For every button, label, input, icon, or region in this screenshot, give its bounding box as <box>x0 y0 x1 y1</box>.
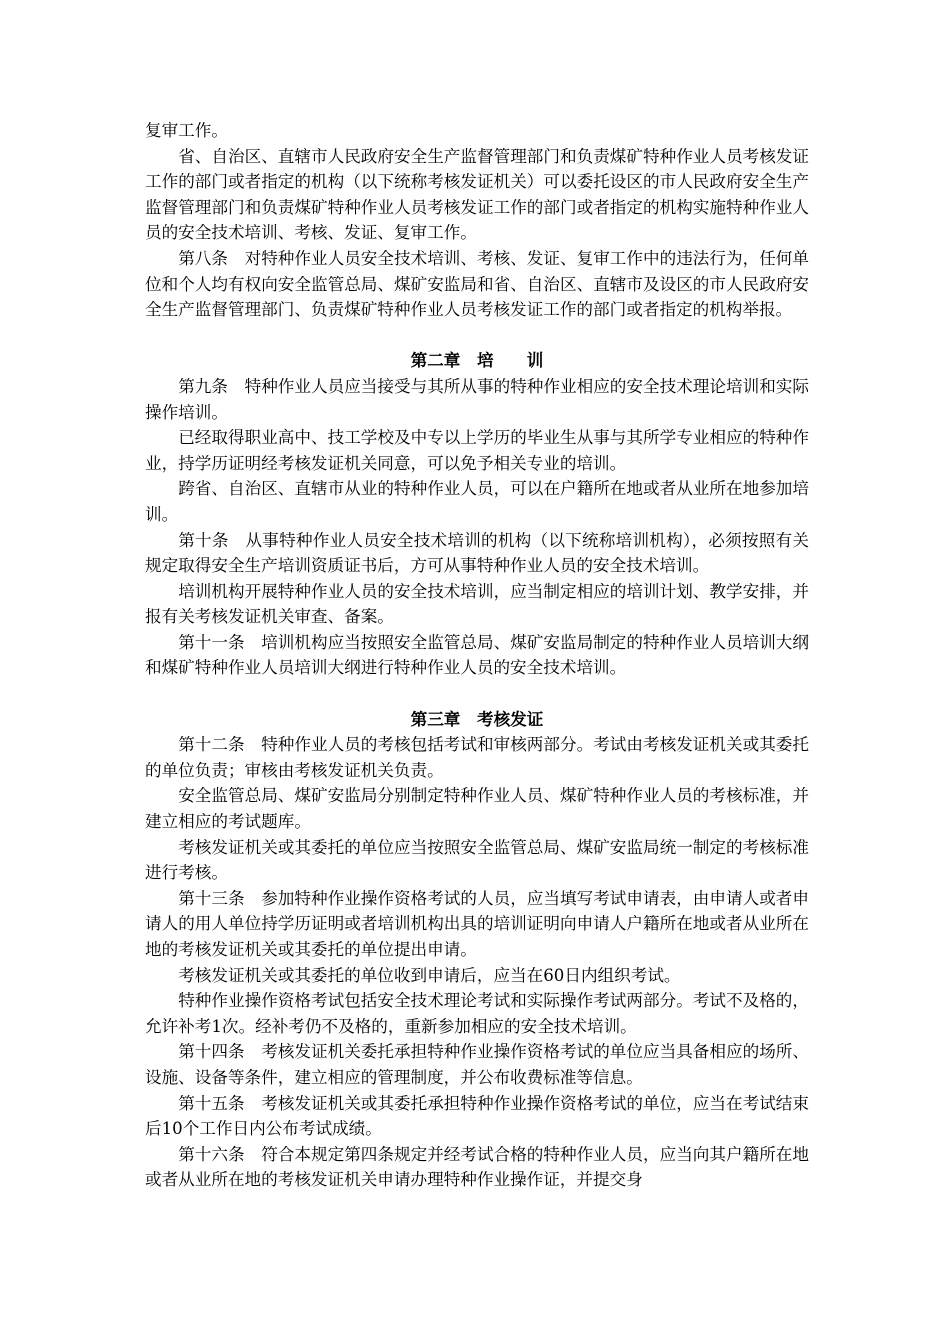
paragraph-article-13-clause-2: 考核发证机关或其委托的单位收到申请后，应当在60日内组织考试。 <box>178 965 681 985</box>
paragraph-article-13: 第十三条 参加特种作业操作资格考试的人员，应当填写考试申请表，由申请人或者申请人的用人单位持学历证明或者培训机构出具的培训证明向申请人户籍所在地或者从业所在地的考核发证机关或其委托的单位提出申请。 <box>145 888 809 959</box>
paragraph-article-7-clause-2: 省、自治区、直辖市人民政府安全生产监督管理部门和负责煤矿特种作业人员考核发证工作的部门或者指定的机构（以下统称考核发证机关）可以委托设区的市人民政府安全生产监督管理部门和负责煤矿特种作业人员考核发证工作的部门或者指定的机构实施特种作业人员的安全技术培训、考核、发证、复审工作。 <box>145 146 809 243</box>
paragraph-article-8: 第八条 对特种作业人员安全技术培训、考核、发证、复审工作中的违法行为，任何单位和个人均有权向安全监管总局、煤矿安监局和省、自治区、直辖市及设区的市人民政府安全生产监督管理部门、负责煤矿特种作业人员考核发证工作的部门或者指定的机构举报。 <box>145 248 809 320</box>
paragraph-article-9-clause-2: 已经取得职业高中、技工学校及中专以上学历的毕业生从事与其所学专业相应的特种作业，持学历证明经考核发证机关同意，可以免予相关专业的培训。 <box>145 428 809 473</box>
paragraph-article-16: 第十六条 符合本规定第四条规定并经考试合格的特种作业人员，应当向其户籍所在地或者从业所在地的考核发证机关申请办理特种作业操作证，并提交身 <box>145 1144 809 1190</box>
chapter-heading-2: 第二章 培 训 <box>410 350 544 371</box>
paragraph-article-12-clause-2: 安全监管总局、煤矿安监局分别制定特种作业人员、煤矿特种作业人员的考核标准，并建立相应的考试题库。 <box>145 786 809 832</box>
section-gap <box>145 681 809 707</box>
paragraph-article-12-clause-3: 考核发证机关或其委托的单位应当按照安全监管总局、煤矿安监局统一制定的考核标准进行考核。 <box>145 837 809 883</box>
paragraph-article-12: 第十二条 特种作业人员的考核包括考试和审核两部分。考试由考核发证机关或其委托的单位负责；审核由考核发证机关负责。 <box>145 735 809 780</box>
section-gap <box>145 323 809 349</box>
paragraph-article-13-clause-3: 特种作业操作资格考试包括安全技术理论考试和实际操作考试两部分。考试不及格的，允许补考1次。经补考仍不及格的，重新参加相应的安全技术培训。 <box>145 991 809 1036</box>
paragraph-article-15: 第十五条 考核发证机关或其委托承担特种作业操作资格考试的单位，应当在考试结束后10个工作日内公布考试成绩。 <box>145 1093 809 1139</box>
paragraph-article-14: 第十四条 考核发证机关委托承担特种作业操作资格考试的单位应当具备相应的场所、设施、设备等条件，建立相应的管理制度，并公布收费标准等信息。 <box>145 1042 809 1087</box>
paragraph-article-9-clause-3: 跨省、自治区、直辖市从业的特种作业人员，可以在户籍所在地或者从业所在地参加培训。 <box>145 479 809 524</box>
paragraph-article-10-clause-2: 培训机构开展特种作业人员的安全技术培训，应当制定相应的培训计划、教学安排，并报有关考核发证机关审查、备案。 <box>145 581 809 627</box>
document-page <box>145 118 809 1193</box>
paragraph-article-9: 第九条 特种作业人员应当接受与其所从事的特种作业相应的安全技术理论培训和实际操作培训。 <box>145 376 809 422</box>
paragraph-article-10: 第十条 从事特种作业人员安全技术培训的机构（以下统称培训机构），必须按照有关规定取得安全生产培训资质证书后，方可从事特种作业人员的安全技术培训。 <box>145 530 809 576</box>
paragraph-continuation: 复审工作。 <box>145 121 228 140</box>
chapter-heading-3: 第三章 考核发证 <box>410 708 544 729</box>
paragraph-article-11: 第十一条 培训机构应当按照安全监管总局、煤矿安监局制定的特种作业人员培训大纲和煤矿特种作业人员培训大纲进行特种作业人员的安全技术培训。 <box>145 632 809 678</box>
